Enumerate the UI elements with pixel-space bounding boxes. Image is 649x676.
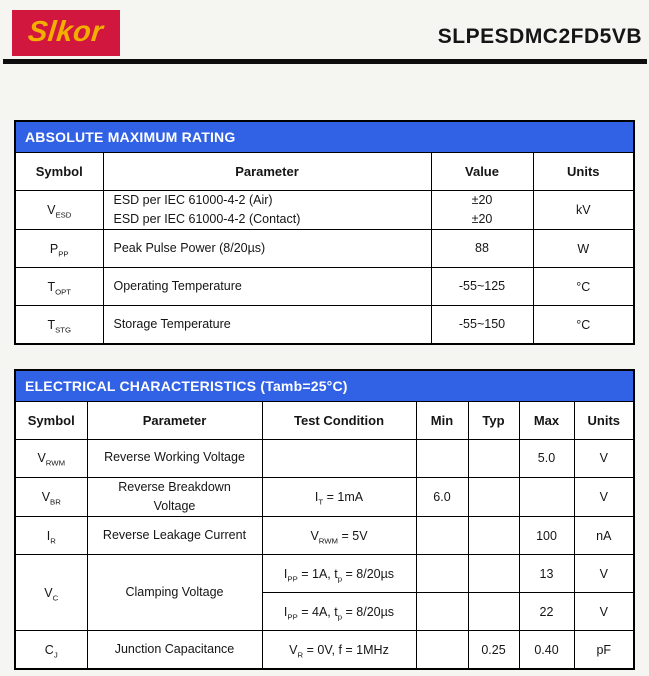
cell-line: Peak Pulse Power (8/20µs) — [113, 241, 266, 256]
typ-cell — [468, 517, 519, 555]
units-cell: nA — [574, 517, 634, 555]
value-cell — [431, 190, 533, 230]
symbol-cell: $T_{OPT}$ — [15, 268, 103, 306]
max-cell: 0.40 — [519, 631, 574, 669]
column-header-max: Max — [519, 401, 574, 439]
max-cell — [519, 477, 574, 517]
cell-line: Clamping Voltage — [125, 585, 224, 600]
max-cell: 13 — [519, 555, 574, 593]
table-row — [15, 230, 634, 268]
min-cell — [416, 555, 468, 593]
ec-table-body — [15, 370, 634, 669]
header-divider-rule — [3, 59, 647, 64]
units-cell: V — [574, 593, 634, 631]
column-header-test-condition: Test Condition — [262, 401, 416, 439]
absolute-maximum-rating-table — [14, 120, 635, 345]
cell-line: -55~150 — [458, 316, 506, 331]
cell-line: Reverse Leakage Current — [102, 528, 247, 543]
test-condition-cell: $V_{RWM} = 5V$ — [262, 517, 416, 555]
cell-line: 88 — [475, 241, 489, 256]
table-row — [15, 555, 634, 593]
symbol-cell: $V_{RWM}$ — [15, 439, 87, 477]
table-title: ABSOLUTE MAXIMUM RATING — [15, 121, 634, 152]
parameter-cell — [87, 631, 262, 669]
units-cell: pF — [574, 631, 634, 669]
units-cell: V — [574, 439, 634, 477]
table-row — [15, 477, 634, 517]
table-row — [15, 190, 634, 230]
table-row — [15, 631, 634, 669]
part-number: SLPESDMC2FD5VB — [437, 25, 642, 48]
typ-cell: 0.25 — [468, 631, 519, 669]
slkor-logo-text: Slkor — [26, 15, 106, 48]
column-header-units: Units — [574, 401, 634, 439]
cell-line: Storage Temperature — [113, 316, 231, 331]
column-header-row — [15, 401, 634, 439]
min-cell: 6.0 — [416, 477, 468, 517]
test-condition-cell: $V_R = 0V$, f = 1MHz — [262, 631, 416, 669]
typ-cell — [468, 439, 519, 477]
table-row — [15, 439, 634, 477]
test-condition-cell: $I_{PP} = 4A$, $t_p = 8/20\mu s$ — [262, 593, 416, 631]
table-row — [15, 517, 634, 555]
parameter-cell — [103, 190, 431, 230]
max-cell: 22 — [519, 593, 574, 631]
column-header-units: Units — [533, 152, 634, 190]
column-header-row — [15, 152, 634, 190]
units-cell: W — [533, 230, 634, 268]
column-header-min: Min — [416, 401, 468, 439]
table-row — [15, 306, 634, 344]
units-cell: V — [574, 477, 634, 517]
parameter-cell — [87, 517, 262, 555]
test-condition-cell — [262, 439, 416, 477]
cell-line: -55~125 — [458, 279, 506, 294]
units-cell: °C — [533, 268, 634, 306]
test-condition-cell: $I_T = 1mA$ — [262, 477, 416, 517]
symbol-cell: $V_{ESD}$ — [15, 190, 103, 230]
units-cell: V — [574, 555, 634, 593]
max-cell: 5.0 — [519, 439, 574, 477]
min-cell — [416, 517, 468, 555]
column-header-symbol: Symbol — [15, 401, 87, 439]
slkor-logo — [12, 10, 120, 56]
cell-line: Reverse Working Voltage — [104, 450, 245, 465]
typ-cell — [468, 555, 519, 593]
test-condition-cell: $I_{PP} = 1A$, $t_p = 8/20\mu s$ — [262, 555, 416, 593]
table-title-row — [15, 121, 634, 152]
electrical-characteristics-table — [14, 369, 635, 670]
cell-line: ESD per IEC 61000-4-2 (Air) — [113, 192, 273, 207]
parameter-cell — [103, 230, 431, 268]
cell-line: ±20 — [471, 211, 493, 226]
cell-line: ±20 — [471, 192, 493, 207]
parameter-cell — [87, 477, 262, 517]
symbol-cell: $P_{PP}$ — [15, 230, 103, 268]
symbol-cell: $I_R$ — [15, 517, 87, 555]
symbol-cell: $C_J$ — [15, 631, 87, 669]
parameter-cell — [103, 306, 431, 344]
parameter-cell — [87, 439, 262, 477]
units-cell: °C — [533, 306, 634, 344]
parameter-cell — [87, 555, 262, 631]
cell-line: Operating Temperature — [113, 279, 242, 294]
table-title-row — [15, 370, 634, 401]
cell-line: Voltage — [153, 498, 196, 513]
parameter-cell — [103, 268, 431, 306]
units-cell: kV — [533, 190, 634, 230]
column-header-symbol: Symbol — [15, 152, 103, 190]
min-cell — [416, 631, 468, 669]
column-header-parameter: Parameter — [103, 152, 431, 190]
symbol-cell: $T_{STG}$ — [15, 306, 103, 344]
min-cell — [416, 593, 468, 631]
value-cell — [431, 268, 533, 306]
cell-line: Junction Capacitance — [114, 641, 235, 656]
column-header-value: Value — [431, 152, 533, 190]
symbol-cell: $V_{BR}$ — [15, 477, 87, 517]
value-cell — [431, 306, 533, 344]
table-title: ELECTRICAL CHARACTERISTICS (Tamb=25°C) — [15, 370, 634, 401]
cell-line: Reverse Breakdown — [118, 479, 231, 494]
table-row — [15, 268, 634, 306]
cell-line: ESD per IEC 61000-4-2 (Contact) — [113, 211, 301, 226]
typ-cell — [468, 593, 519, 631]
typ-cell — [468, 477, 519, 517]
symbol-cell: $V_C$ — [15, 555, 87, 631]
max-cell: 100 — [519, 517, 574, 555]
column-header-typ: Typ — [468, 401, 519, 439]
min-cell — [416, 439, 468, 477]
column-header-parameter: Parameter — [87, 401, 262, 439]
amr-table-body — [15, 121, 634, 344]
value-cell — [431, 230, 533, 268]
